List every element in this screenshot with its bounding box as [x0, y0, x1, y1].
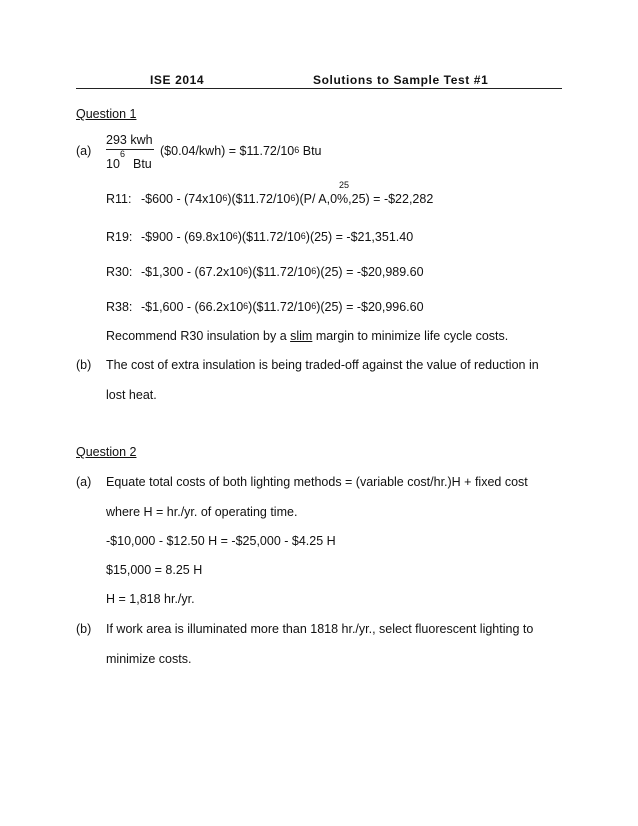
r38-exp-1: 6: [243, 301, 249, 311]
r19-exp-2: 6: [300, 231, 306, 241]
unit-cost-expression: [160, 144, 322, 159]
r11-exp-1: 6: [222, 193, 228, 203]
q2-equation-1: -$10,000 - $12.50 H = -$25,000 - $4.25 H: [106, 534, 336, 548]
r38-part-3: )(25) = -$20,996.60: [316, 300, 424, 314]
r30-exp-2: 6: [311, 266, 317, 276]
q2-part-a-line-1: Equate total costs of both lighting methods = (variable cost/hr.)H + fixed cost: [106, 475, 528, 489]
fraction-numerator: 293 kwh: [106, 133, 153, 147]
r30-part-1: -$1,300 - (67.2x10: [141, 265, 244, 279]
r11-part-2: )($11.72/10: [227, 192, 291, 206]
fraction-bar: [106, 149, 154, 150]
r11-label: R11:: [106, 192, 132, 206]
q1-part-b-line-2: lost heat.: [106, 388, 157, 402]
q2-part-b-line-1: If work area is illuminated more than 1818 hr./yr., select fluorescent lighting to: [106, 622, 534, 636]
r38-label: R38:: [106, 300, 133, 314]
r11-part-1: -$600 - (74x10: [141, 192, 223, 206]
r11-calculation: [141, 192, 433, 207]
fraction-denominator-exponent: 6: [120, 149, 126, 159]
r30-calculation: [141, 265, 424, 280]
r19-part-2: )($11.72/10: [237, 230, 301, 244]
r30-label: R30:: [106, 265, 133, 279]
q2-part-b-label: (b): [76, 622, 92, 636]
r30-exp-1: 6: [243, 266, 249, 276]
r38-part-1: -$1,600 - (66.2x10: [141, 300, 244, 314]
q2-result: H = 1,818 hr./yr.: [106, 592, 195, 606]
r19-label: R19:: [106, 230, 133, 244]
r19-exp-1: 6: [232, 231, 238, 241]
r30-part-3: )(25) = -$20,989.60: [316, 265, 424, 279]
r19-part-1: -$900 - (69.8x10: [141, 230, 233, 244]
r38-part-2: )($11.72/10: [248, 300, 312, 314]
recommendation-text-1: Recommend R30 insulation by a: [106, 329, 291, 343]
r38-calculation: [141, 300, 424, 315]
q1-part-a-label: (a): [76, 144, 92, 158]
r11-part-3: )(P/ A,0%,25) = -$22,282: [295, 192, 434, 206]
q1-part-b-label: (b): [76, 358, 92, 372]
q1-part-b-line-1: The cost of extra insulation is being traded-off against the value of reduction in: [106, 358, 539, 372]
r19-calculation: [141, 230, 413, 245]
recommendation-emphasis: slim: [290, 329, 313, 343]
document-title: Solutions to Sample Test #1: [313, 73, 489, 87]
course-code: ISE 2014: [150, 73, 205, 87]
q2-part-b-line-2: minimize costs.: [106, 652, 192, 666]
recommendation-text-2: margin to minimize life cycle costs.: [312, 329, 509, 343]
unit-cost-text: ($0.04/kwh) = $11.72/10: [160, 144, 295, 158]
question-2-heading: Question 2: [76, 445, 137, 459]
unit-cost-unit: Btu: [302, 144, 322, 158]
r11-exp-2: 6: [290, 193, 296, 203]
header-rule: [76, 88, 562, 89]
q2-part-a-line-2: where H = hr./yr. of operating time.: [106, 505, 298, 519]
q2-equation-2: $15,000 = 8.25 H: [106, 563, 203, 577]
r30-part-2: )($11.72/10: [248, 265, 312, 279]
fraction-denominator-unit: Btu: [133, 157, 152, 171]
recommendation: [106, 329, 508, 343]
r19-part-3: )(25) = -$21,351.40: [305, 230, 414, 244]
unit-cost-exponent: 6: [294, 145, 300, 155]
fraction-denominator-base: 10: [106, 157, 120, 171]
q2-part-a-label: (a): [76, 475, 92, 489]
question-1-heading: Question 1: [76, 107, 137, 121]
r38-exp-2: 6: [311, 301, 317, 311]
r11-factor-n: 25: [339, 180, 350, 190]
